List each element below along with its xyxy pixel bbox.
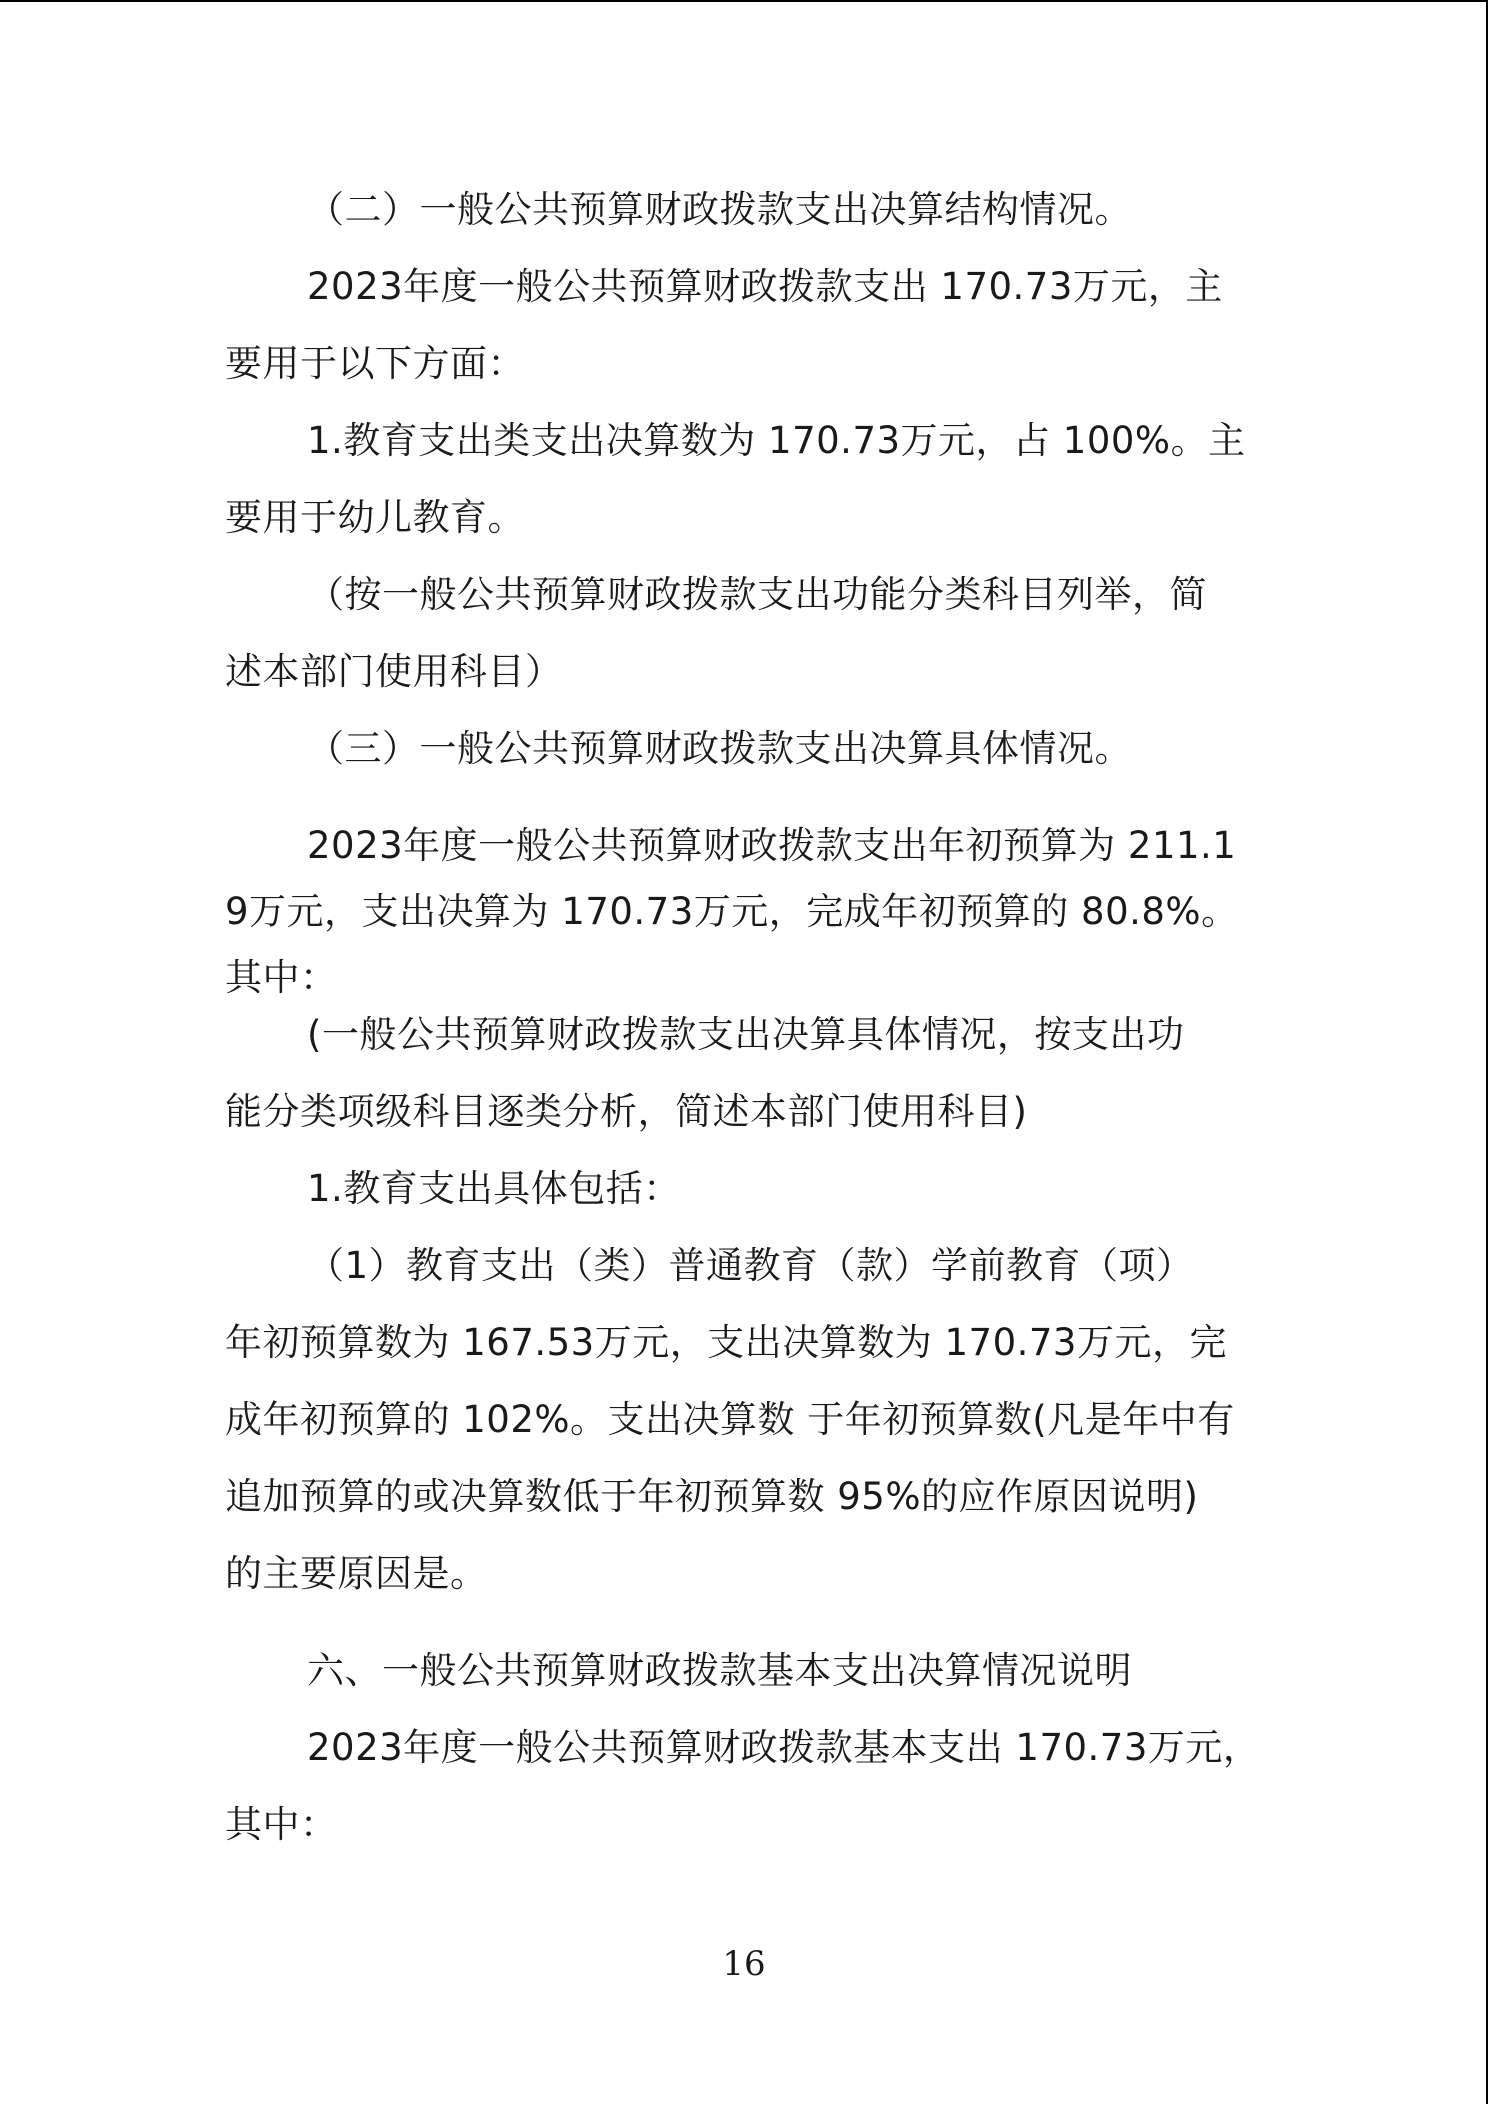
text-line: 成年初预算的 102%。支出决算数 于年初预算数(凡是年中有 — [225, 1398, 1235, 1441]
text-line: 2023年度一般公共预算财政拨款支出 170.73万元，主 — [307, 265, 1223, 308]
text-line: 2023年度一般公共预算财政拨款支出年初预算为 211.1 — [307, 824, 1237, 867]
text-line: （三）一般公共预算财政拨款支出决算具体情况。 — [307, 727, 1132, 770]
text-line: 其中： — [225, 956, 338, 999]
text-line: 9万元，支出决算为 170.73万元，完成年初预算的 80.8%。 — [225, 890, 1239, 933]
text-line: 的主要原因是。 — [225, 1552, 488, 1595]
text-line: 要用于以下方面： — [225, 342, 525, 385]
text-line: 述本部门使用科目） — [225, 650, 563, 693]
text-line: （1）教育支出（类）普通教育（款）学前教育（项） — [307, 1244, 1194, 1287]
text-line: 能分类项级科目逐类分析，简述本部门使用科目) — [225, 1090, 1028, 1133]
text-line: 1.教育支出类支出决算数为 170.73万元，占 100%。主 — [307, 419, 1246, 462]
text-line: 其中： — [225, 1803, 338, 1846]
text-line: (一般公共预算财政拨款支出决算具体情况，按支出功 — [307, 1013, 1185, 1056]
text-line: 要用于幼儿教育。 — [225, 496, 525, 539]
text-line: 年初预算数为 167.53万元，支出决算数为 170.73万元，完 — [225, 1321, 1227, 1364]
text-line: 1.教育支出具体包括： — [307, 1167, 681, 1210]
text-line: （按一般公共预算财政拨款支出功能分类科目列举，简 — [307, 573, 1207, 616]
text-line: 2023年度一般公共预算财政拨款基本支出 170.73万元， — [307, 1726, 1261, 1769]
text-line: 追加预算的或决算数低于年初预算数 95%的应作原因说明) — [225, 1475, 1199, 1518]
text-line: （二）一般公共预算财政拨款支出决算结构情况。 — [307, 188, 1132, 231]
section-heading: 六、一般公共预算财政拨款基本支出决算情况说明 — [307, 1649, 1132, 1692]
page-number: 16 — [722, 1944, 766, 1984]
